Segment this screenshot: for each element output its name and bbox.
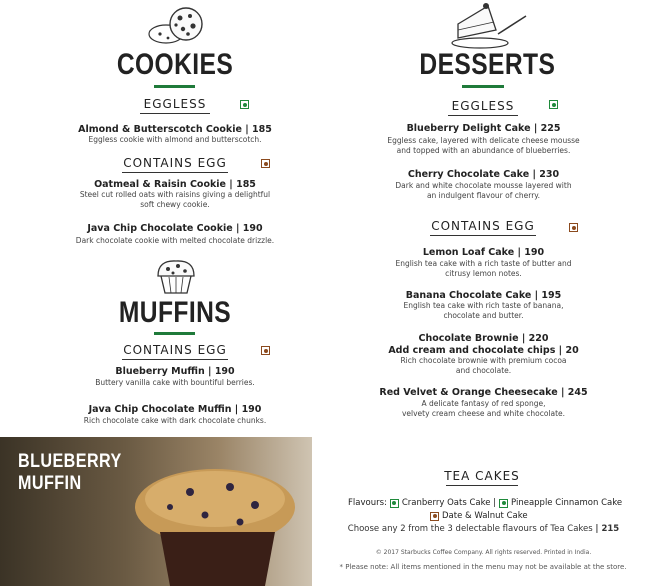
desserts-eggless-label: EGGLESS <box>451 99 515 113</box>
item-desc: A delicate fantasy of red sponge, <box>421 399 546 408</box>
item-desc: Steel cut rolled oats with raisins giving a delightful <box>79 190 271 199</box>
veg-icon <box>549 100 558 109</box>
muffins-egg-label: CONTAINS EGG <box>123 343 227 357</box>
item-brownie-addon: Add cream and chocolate chips | 20 <box>388 345 579 356</box>
muffins-egg-rule <box>122 359 228 360</box>
desserts-title: DESSERTS <box>419 48 556 81</box>
flavour-cranberry-oats: Cranberry Oats Cake | <box>401 498 497 508</box>
tea-cakes-price: | 215 <box>595 524 620 534</box>
item-red-velvet-orange-cheesecake: Red Velvet & Orange Cheesecake | 245 <box>379 387 588 398</box>
item-desc: soft chewy cookie. <box>140 200 210 209</box>
item-desc: and chocolate. <box>455 366 512 375</box>
egg-icon <box>430 512 439 521</box>
item-desc: Eggless cake, layered with delicate cheese mousse <box>387 136 580 145</box>
cookies-egg-label: CONTAINS EGG <box>123 156 227 170</box>
tea-cakes-choose-text: Choose any 2 from the 3 delectable flavours of Tea Cakes <box>347 524 593 534</box>
veg-icon <box>240 100 249 109</box>
photo-title-line1: BLUEBERRY <box>18 451 122 472</box>
item-desc: Rich chocolate brownie with premium cocoa <box>400 356 567 365</box>
item-java-chip-chocolate-muffin: Java Chip Chocolate Muffin | 190 <box>88 404 262 415</box>
cookies-illustration <box>146 4 210 48</box>
item-desc: and topped with an abundance of blueberries. <box>396 146 571 155</box>
cookies-eggless-rule <box>140 113 210 114</box>
egg-icon <box>261 346 270 355</box>
item-desc: Dark chocolate cookie with melted chocolate drizzle. <box>75 236 275 245</box>
muffins-title-rule <box>154 332 195 335</box>
tea-cakes-title: TEA CAKES <box>444 469 520 483</box>
muffin-illustration <box>154 258 198 296</box>
egg-icon <box>261 159 270 168</box>
cookies-egg-rule <box>122 172 228 173</box>
item-desc: an indulgent flavour of cherry. <box>426 191 541 200</box>
item-banana-chocolate-cake: Banana Chocolate Cake | 195 <box>405 290 562 301</box>
tea-cakes-flavours-row <box>348 498 622 508</box>
veg-icon <box>390 499 399 508</box>
flavours-label: Flavours: <box>348 498 387 508</box>
tea-cakes-rule <box>446 485 518 486</box>
item-blueberry-delight-cake: Blueberry Delight Cake | 225 <box>406 123 561 134</box>
tea-cakes-choose-line <box>330 524 637 534</box>
item-desc: Rich chocolate cake with dark chocolate chunks. <box>83 416 267 425</box>
dessert-illustration <box>450 0 530 50</box>
item-oatmeal-raisin-cookie: Oatmeal & Raisin Cookie | 185 <box>94 179 256 190</box>
flavour-date-walnut: Date & Walnut Cake <box>442 511 528 521</box>
muffins-title: MUFFINS <box>118 296 232 329</box>
item-cherry-chocolate-cake: Cherry Chocolate Cake | 230 <box>407 169 560 180</box>
item-desc: Buttery vanilla cake with bountiful berries. <box>95 378 255 387</box>
item-lemon-loaf-cake: Lemon Loaf Cake | 190 <box>422 247 545 258</box>
flavour-pineapple-cinnamon: Pineapple Cinnamon Cake <box>511 498 623 508</box>
cookies-title-rule <box>154 85 195 88</box>
item-almond-butterscotch-cookie: Almond & Butterscotch Cookie | 185 <box>78 124 272 135</box>
photo-title-line2: MUFFIN <box>18 473 82 494</box>
desserts-egg-rule <box>430 235 536 236</box>
availability-note: * Please note: All items mentioned in the menu may not be available at the store. <box>339 563 627 571</box>
desserts-eggless-rule <box>448 115 518 116</box>
egg-icon <box>569 223 578 232</box>
veg-icon <box>499 499 508 508</box>
item-desc: Dark and white chocolate mousse layered with <box>395 181 572 190</box>
item-desc: chocolate and butter. <box>443 311 524 320</box>
tea-cakes-flavour-row-2 <box>430 511 528 521</box>
cookies-title: COOKIES <box>116 48 234 81</box>
item-desc: English tea cake with rich taste of banana, <box>403 301 564 310</box>
item-desc: velvety cream cheese and white chocolate. <box>401 409 566 418</box>
item-desc: Eggless cookie with almond and butterscotch. <box>88 135 262 144</box>
item-java-chip-chocolate-cookie: Java Chip Chocolate Cookie | 190 <box>87 223 263 234</box>
desserts-egg-label: CONTAINS EGG <box>431 219 535 233</box>
item-desc: citrusy lemon notes. <box>445 269 522 278</box>
cookies-eggless-label: EGGLESS <box>143 97 207 111</box>
copyright: © 2017 Starbucks Coffee Company. All rights reserved. Printed in India. <box>375 549 592 556</box>
item-desc: English tea cake with a rich taste of butter and <box>395 259 572 268</box>
desserts-title-rule <box>462 85 504 88</box>
item-blueberry-muffin: Blueberry Muffin | 190 <box>115 366 235 377</box>
item-chocolate-brownie: Chocolate Brownie | 220 <box>418 333 549 344</box>
